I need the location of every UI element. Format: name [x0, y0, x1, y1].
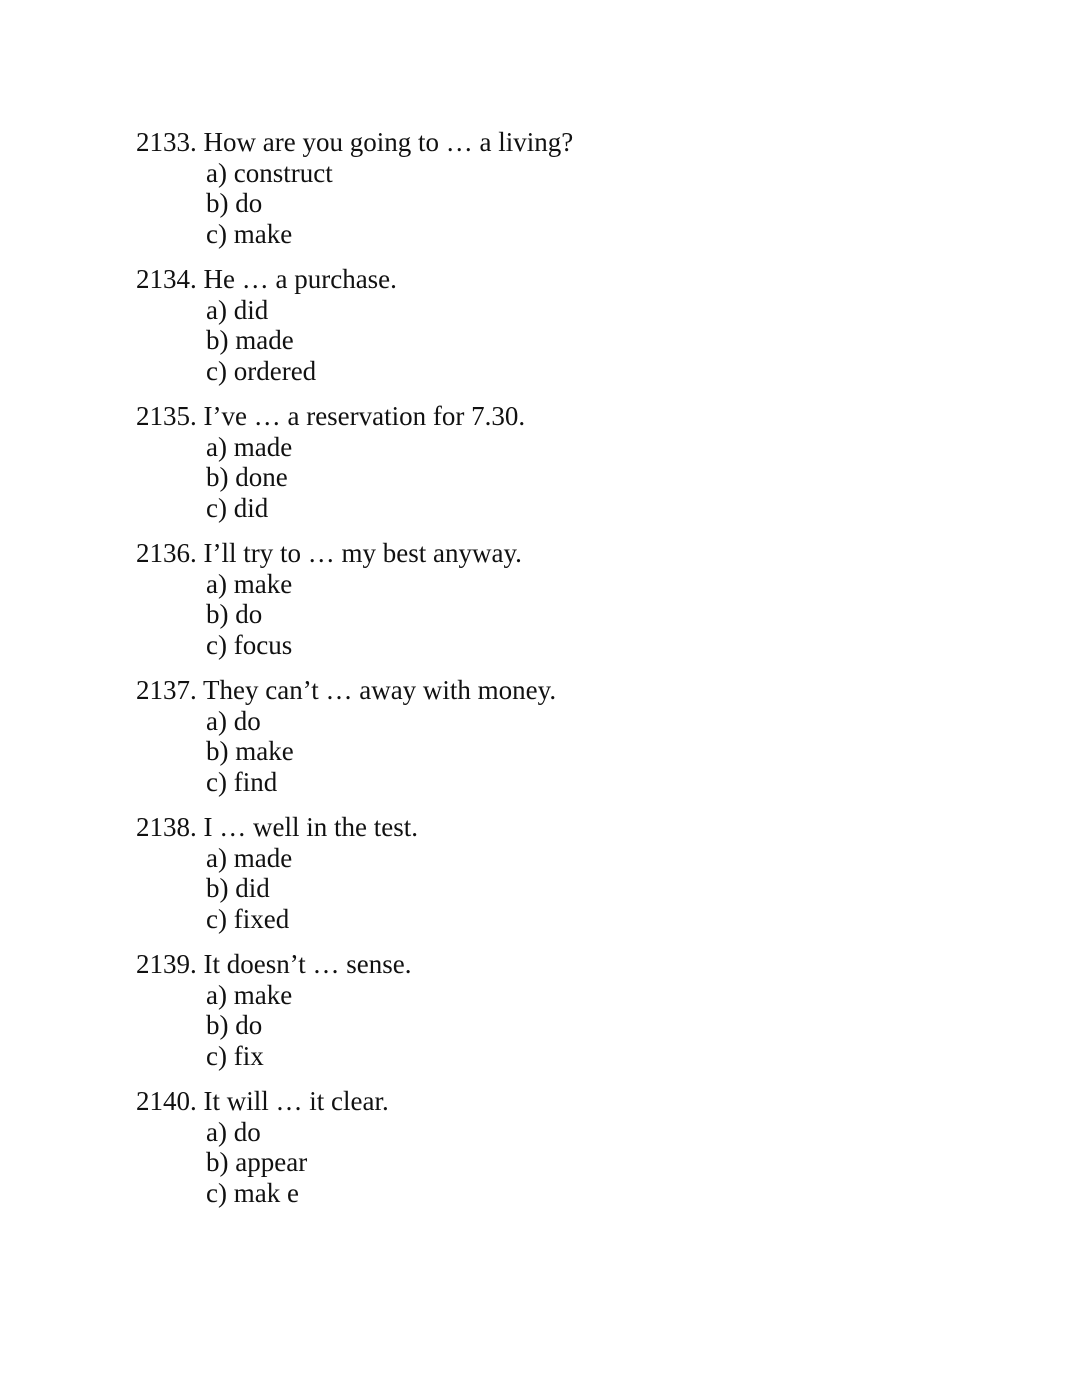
option-list: [136, 843, 1016, 935]
option-c: c) did: [206, 492, 269, 523]
option-a: a) make: [206, 568, 293, 599]
question-stem: 2136. I’ll try to … my best anyway.: [136, 538, 522, 568]
option-b: b) do: [206, 1010, 263, 1040]
question-stem: 2137. They can’t … away with money.: [136, 675, 557, 705]
option-c: c) fixed: [206, 903, 290, 934]
question-2135: [136, 401, 1016, 523]
question-2133: [136, 127, 1016, 249]
option-a: a) made: [206, 431, 293, 462]
option-a: a) do: [206, 1116, 261, 1147]
question-2139: [136, 949, 1016, 1071]
question-2134: [136, 264, 1016, 386]
question-2138: [136, 812, 1016, 934]
option-b: b) appear: [206, 1147, 308, 1177]
option-c: c) find: [206, 766, 278, 797]
option-c: c) ordered: [206, 355, 317, 386]
option-b: b) did: [206, 873, 270, 903]
question-list: [136, 127, 1016, 1223]
option-c: c) focus: [206, 629, 293, 660]
question-2140: [136, 1086, 1016, 1208]
option-list: [136, 1117, 1016, 1209]
option-b: b) make: [206, 736, 294, 766]
option-a: a) made: [206, 842, 293, 873]
question-stem: 2138. I … well in the test.: [136, 812, 418, 842]
question-stem: 2134. He … a purchase.: [136, 264, 397, 294]
question-stem: 2140. It will … it clear.: [136, 1086, 389, 1116]
option-list: [136, 432, 1016, 524]
question-2137: [136, 675, 1016, 797]
question-2136: [136, 538, 1016, 660]
option-list: [136, 569, 1016, 661]
option-c: c) mak e: [206, 1177, 299, 1208]
question-stem: 2139. It doesn’t … sense.: [136, 949, 412, 979]
option-b: b) done: [206, 462, 288, 492]
question-stem: 2133. How are you going to … a living?: [136, 127, 574, 157]
option-list: [136, 706, 1016, 798]
option-a: a) make: [206, 979, 293, 1010]
option-b: b) do: [206, 188, 263, 218]
option-list: [136, 980, 1016, 1072]
option-a: a) construct: [206, 157, 333, 188]
option-b: b) do: [206, 599, 263, 629]
option-a: a) did: [206, 294, 269, 325]
option-c: c) make: [206, 218, 293, 249]
option-b: b) made: [206, 325, 294, 355]
option-list: [136, 295, 1016, 387]
option-a: a) do: [206, 705, 261, 736]
option-c: c) fix: [206, 1040, 264, 1071]
option-list: [136, 158, 1016, 250]
question-stem: 2135. I’ve … a reservation for 7.30.: [136, 401, 526, 431]
